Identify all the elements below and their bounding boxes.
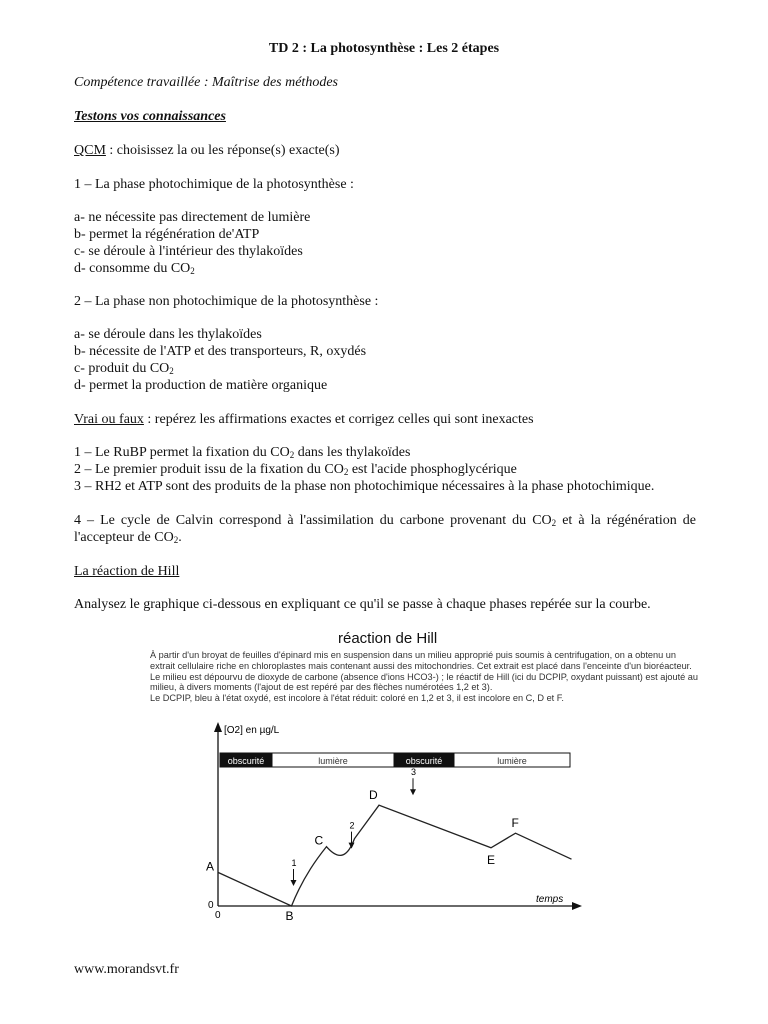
origin-label: 0 xyxy=(208,900,214,911)
figure-title: réaction de Hill xyxy=(338,630,438,647)
statement-4-b: et à la régénération de l'accepteur de CO xyxy=(74,513,696,545)
x-zero-label: 0 xyxy=(215,910,221,920)
q2-option-c-sub: 2 xyxy=(169,366,174,376)
statement-4-a: 4 – Le cycle de Calvin correspond à l'assimilation du carbone provenant du CO xyxy=(74,513,552,528)
statement-4-sub2: 2 xyxy=(173,535,179,545)
phase-bar xyxy=(220,753,570,767)
point-label: A xyxy=(206,859,215,874)
arrow-number: 1 xyxy=(291,858,297,868)
arrow-number: 3 xyxy=(411,767,417,778)
arrow-head xyxy=(349,843,355,849)
qcm-instruction xyxy=(74,142,340,159)
hill-instruction: Analysez le graphique ci-dessous en expliquant ce qu'il se passe à chaque phases repérée sur la courbe. xyxy=(74,597,651,612)
qcm-label: QCM xyxy=(74,143,106,158)
footer-url: www.morandsvt.fr xyxy=(74,962,179,977)
statement-1-a: 1 – Le RuBP permet la fixation du CO xyxy=(74,445,290,460)
statement-3: 3 – RH2 et ATP sont des produits de la phase non photochimique nécessaires à la phase photochimique. xyxy=(74,479,655,494)
q1-title: 1 – La phase photochimique de la photosynthèse : xyxy=(74,177,354,192)
statement-4-sub: 2 xyxy=(551,518,557,528)
statement-1-b: dans les thylakoïdes xyxy=(294,445,411,460)
point-label: C xyxy=(314,833,324,848)
arrow-marks xyxy=(291,767,417,886)
q2-option-a: a- se déroule dans les thylakoïdes xyxy=(74,327,262,342)
q1-option-a: a- ne nécessite pas directement de lumière xyxy=(74,210,311,225)
arrow-number: 2 xyxy=(349,820,355,831)
y-axis-label: [O2] en µg/L xyxy=(224,725,280,736)
statement-4-c: . xyxy=(178,530,182,545)
point-label: B xyxy=(285,909,294,920)
x-axis-label: temps xyxy=(536,894,564,905)
competence-line: Compétence travaillée : Maîtrise des méthodes xyxy=(74,75,338,90)
q1-option-d-text: d- consomme du CO xyxy=(74,261,191,276)
figure-desc-line: extrait cellulaire riche en chloroplastes mais contenant aussi des mitochondries. Cet extrait est placé dans l'enceinte d'un bioréacteur. xyxy=(150,660,692,671)
phase-label: obscurité xyxy=(405,756,443,766)
section-heading: Testons vos connaissances xyxy=(74,109,226,124)
statement-2-a: 2 – Le premier produit issu de la fixation du CO xyxy=(74,462,344,477)
figure-desc-line: milieu, à divers moments (l'ajout de est repéré par des flèches numérotées 1,2 et 3). xyxy=(150,682,493,693)
figure-desc-line: Le milieu est dépourvu de dioxyde de carbone (absence d'ions HCO3-) ; le réactif de Hill (ici du DCPIP, oxydant puissant) est ajouté au xyxy=(150,671,699,682)
page-title: TD 2 : La photosynthèse : Les 2 étapes xyxy=(268,41,500,56)
phase-label: lumière xyxy=(318,756,348,766)
vrai-faux-instruction xyxy=(74,411,534,428)
vrai-faux-instruction-text: : repérez les affirmations exactes et corrigez celles qui sont inexactes xyxy=(143,412,534,427)
arrow-head xyxy=(410,789,416,795)
statement-2-b: est l'acide phosphoglycérique xyxy=(348,462,517,477)
point-labels xyxy=(206,788,519,920)
q2-option-b: b- nécessite de l'ATP et des transporteurs, R, oxydés xyxy=(74,344,367,359)
y-axis-arrow xyxy=(214,722,222,732)
q2-option-c xyxy=(74,360,174,377)
q2-option-d: d- permet la production de matière organique xyxy=(74,378,328,393)
vrai-faux-label: Vrai ou faux xyxy=(74,412,144,427)
statement-2-sub: 2 xyxy=(343,467,349,477)
statement-1-sub: 2 xyxy=(289,450,295,460)
figure-desc-line: Le DCPIP, bleu à l'état oxydé, est incolore à l'état réduit: coloré en 1,2 et 3, il est incolore en C, D et F. xyxy=(150,693,564,704)
point-label: F xyxy=(511,816,519,831)
statement-2 xyxy=(74,461,517,478)
statement-4 xyxy=(74,512,696,546)
q1-option-d xyxy=(74,260,195,277)
x-axis-arrow xyxy=(572,902,582,910)
figure-description xyxy=(150,650,699,704)
hill-heading: La réaction de Hill xyxy=(74,564,180,579)
q1-option-d-sub: 2 xyxy=(190,266,195,276)
point-label: E xyxy=(487,852,496,867)
statement-1 xyxy=(74,444,410,461)
q2-option-c-text: c- produit du CO xyxy=(74,361,170,376)
figure-header xyxy=(74,628,699,728)
q1-option-b: b- permet la régénération de'ATP xyxy=(74,227,260,242)
qcm-instruction-text: : choisissez la ou les réponse(s) exacte(s) xyxy=(105,143,340,158)
q1-option-c: c- se déroule à l'intérieur des thylakoïdes xyxy=(74,244,303,259)
hill-chart xyxy=(190,720,590,920)
point-label: D xyxy=(369,788,378,803)
figure-desc-line: À partir d'un broyat de feuilles d'épinard mis en suspension dans un milieu approprié puis soumis à centrifugation, on a obtenu un xyxy=(150,650,676,660)
q2-title: 2 – La phase non photochimique de la photosynthèse : xyxy=(74,294,379,309)
phase-label: obscurité xyxy=(227,756,265,766)
phase-label: lumière xyxy=(497,756,527,766)
arrow-head xyxy=(291,880,297,886)
